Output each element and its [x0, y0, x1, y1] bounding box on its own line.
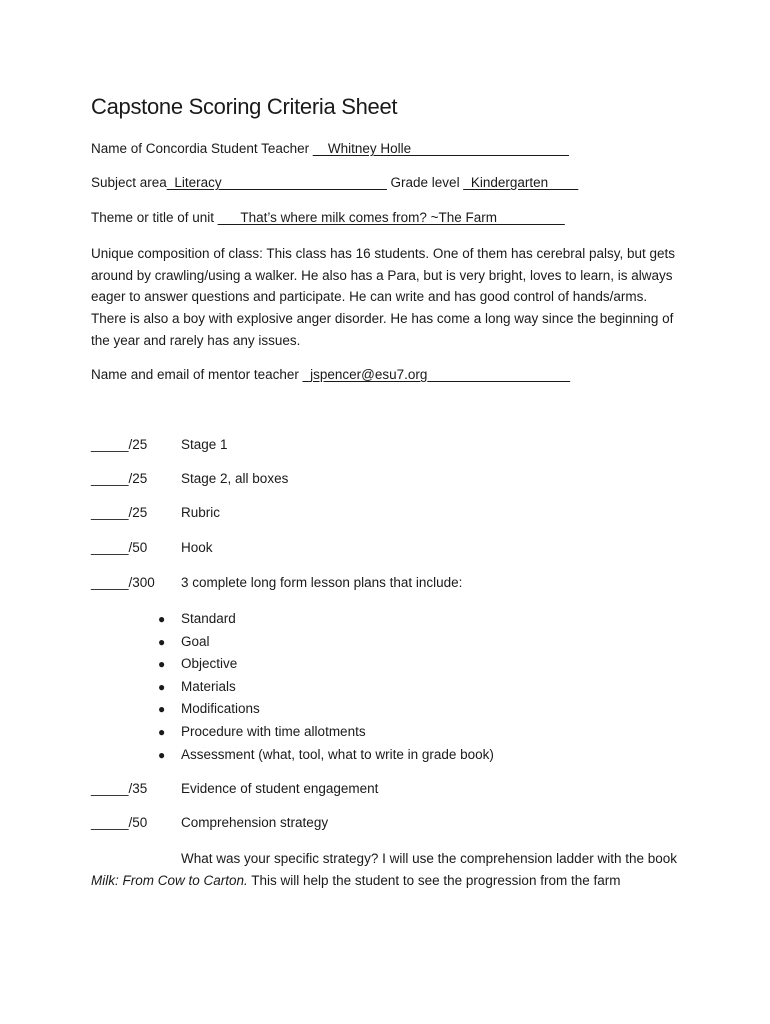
bullet-icon: ● [158, 634, 166, 649]
criteria-row [91, 815, 328, 830]
student-teacher-value: __Whitney Holle_____________________ [312, 141, 569, 156]
criteria-row [91, 471, 288, 486]
strategy-intro: What was your specific strategy? I will use the comprehension ladder with the book [181, 851, 677, 866]
bullet-icon: ● [158, 747, 166, 762]
list-item-label: Materials [181, 678, 236, 694]
list-item [158, 744, 494, 767]
criteria-score: _____/25 [91, 471, 148, 486]
criteria-score: _____/25 [91, 437, 148, 452]
student-teacher-field [91, 141, 569, 156]
criteria-label: Evidence of student engagement [181, 781, 379, 796]
criteria-label: Hook [181, 540, 213, 555]
subject-area-label: Subject area [91, 175, 167, 190]
class-composition-paragraph: Unique composition of class: This class has 16 students. One of them has cerebral palsy, but gets around by crawling/using a walker. He also has a Para, but is very bright, loves to learn, is always eager to answer questions and participate. He can write and has good control of hands/arms. There is also a boy with explosive anger disorder. He has come a long way since the beginning of the year and rarely has any issues. [91, 246, 676, 348]
criteria-score: _____/50 [91, 815, 148, 830]
criteria-label: Rubric [181, 505, 221, 520]
list-item [158, 653, 494, 676]
grade-level-value: _Kindergarten____ [463, 175, 579, 190]
strategy-rest: This will help the student to see the progression from the farm [247, 873, 621, 888]
list-item-label: Objective [181, 656, 238, 672]
bullet-icon: ● [158, 702, 166, 717]
grade-level-label: Grade level [386, 175, 464, 190]
subject-grade-field [91, 175, 578, 190]
list-item-label: Assessment (what, tool, what to write in grade book) [181, 746, 494, 762]
criteria-row [91, 437, 228, 452]
subject-area-value: _Literacy______________________ [166, 175, 387, 190]
criteria-score: _____/50 [91, 540, 148, 555]
bullet-icon: ● [158, 679, 166, 694]
criteria-score: _____/300 [91, 575, 155, 590]
theme-label: Theme or title of unit [91, 210, 218, 225]
list-item [158, 721, 494, 744]
list-item [158, 608, 494, 631]
strategy-paragraph [91, 848, 691, 892]
list-item-label: Procedure with time allotments [181, 723, 366, 739]
criteria-label: 3 complete long form lesson plans that include: [181, 575, 463, 590]
lesson-plan-list [158, 608, 494, 766]
list-item-label: Modifications [181, 701, 260, 717]
mentor-label: Name and email of mentor teacher [91, 367, 303, 382]
criteria-label: Stage 2, all boxes [181, 471, 289, 486]
list-item-label: Standard [181, 611, 236, 626]
student-teacher-label: Name of Concordia Student Teacher [91, 141, 313, 156]
mentor-value: _jspencer@esu7.org___________________ [302, 367, 571, 382]
list-item-label: Goal [181, 633, 210, 649]
list-item [158, 676, 494, 699]
criteria-row [91, 540, 213, 555]
criteria-row [91, 575, 462, 590]
criteria-label: Stage 1 [181, 437, 228, 452]
criteria-row [91, 781, 378, 796]
criteria-label: Comprehension strategy [181, 815, 329, 830]
book-title: Milk: From Cow to Carton. [91, 873, 248, 888]
criteria-score: _____/25 [91, 505, 148, 520]
list-item [158, 631, 494, 654]
bullet-icon: ● [158, 612, 166, 626]
theme-field [91, 210, 565, 225]
bullet-icon: ● [158, 657, 166, 672]
criteria-row [91, 505, 220, 520]
criteria-score: _____/35 [91, 781, 148, 796]
page-title: Capstone Scoring Criteria Sheet [91, 94, 398, 119]
bullet-icon: ● [158, 724, 166, 739]
list-item [158, 698, 494, 721]
theme-value: ___That’s where milk comes from? ~The Farm_________ [217, 210, 565, 225]
mentor-field [91, 367, 570, 382]
